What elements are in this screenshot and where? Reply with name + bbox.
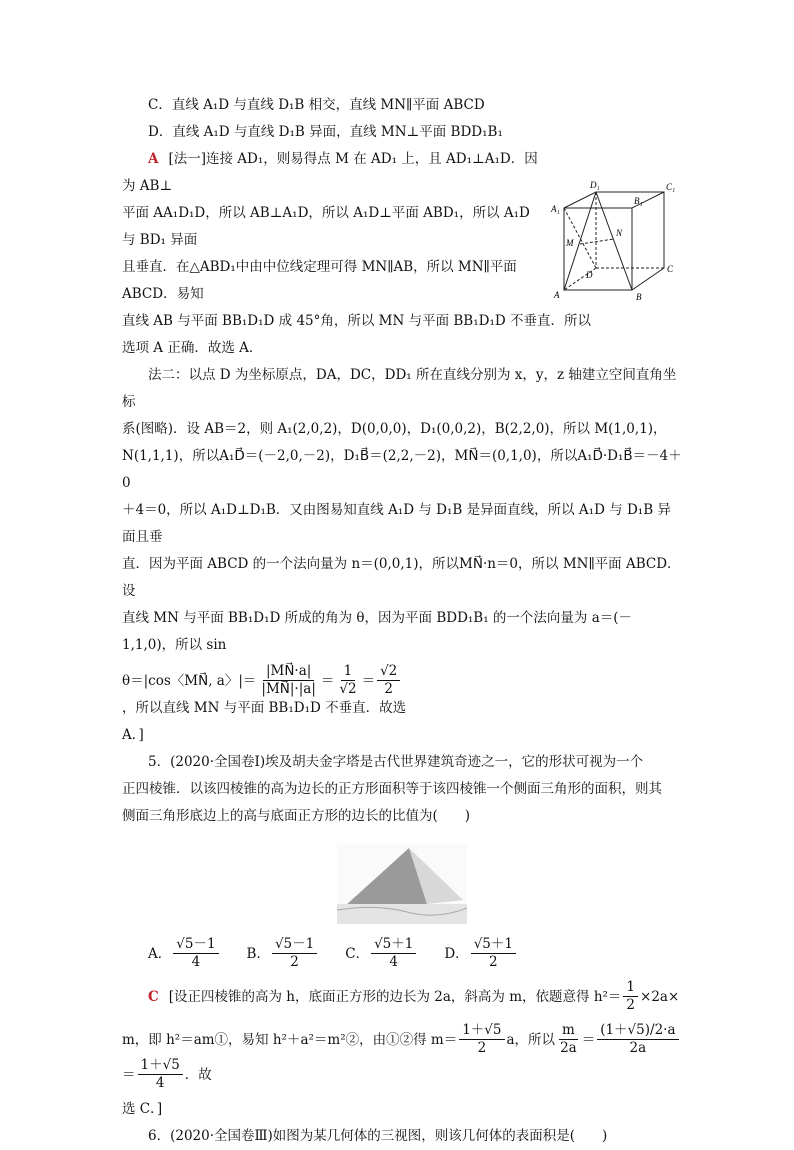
method1-line5: 选项 A 正确．故选 A． (122, 340, 263, 356)
method2-line2: 系(图略)．设 AB＝2，则 A₁(2,0,2)，D(0,0,0)，D₁(0,0,2)，B(2,2,0)，所以 M(1,0,1)， (122, 421, 667, 437)
label-d: D (586, 270, 593, 280)
pyramid-image (337, 844, 467, 924)
method2-line6: 直线 MN 与平面 BB₁D₁D 所成的角为 θ，因为平面 BDD₁B₁ 的一个法向量为 a＝(－1,1,0)，所以 sin (122, 610, 633, 653)
fraction (336, 663, 359, 698)
formula-suffix: ，所以直线 MN 与平面 BB₁D₁D 不垂直．故选 (122, 700, 407, 716)
text: m，即 h²＝am①，易知 h²＋a²＝m²②，由①②得 m＝ (122, 1031, 458, 1048)
denominator: 2 (384, 681, 393, 697)
option-c[interactable] (345, 936, 418, 971)
denominator: |MN⃗|·|a| (261, 681, 316, 697)
numerator: √5－1 (272, 936, 317, 954)
q5-solution-line1 (122, 975, 682, 1018)
formula-prefix: θ＝|cos〈MN⃗, a〉|＝ (122, 672, 257, 689)
q5-line1: 5．(2020·全国卷Ⅰ)埃及胡夫金字塔是古代世界建筑奇迹之一，它的形状可视为一个 (148, 754, 644, 770)
label-a1: A₁ (551, 204, 560, 214)
option-a[interactable] (148, 936, 221, 971)
option-d[interactable] (444, 936, 518, 971)
option-label: B． (246, 945, 270, 962)
q5-solution-line3: 选 C．] (122, 1101, 163, 1117)
equals: ＝ (581, 1031, 596, 1048)
label-d1: D₁ (590, 180, 600, 190)
equals: ＝ (122, 1066, 136, 1083)
method1-line2: 平面 AA₁D₁D，所以 AB⊥A₁D，所以 A₁D⊥平面 ABD₁，所以 A₁D 与 BD₁ 异面 (122, 205, 530, 248)
option-label: D． (444, 945, 469, 962)
method1-line1 (122, 146, 682, 200)
equals: ＝ (320, 672, 335, 689)
equals: ＝ (361, 672, 376, 689)
denominator: 2 (290, 954, 299, 970)
denominator: √2 (339, 681, 357, 697)
option-b[interactable] (247, 936, 320, 971)
numerator: 1 (341, 663, 356, 681)
method1-line4: 直线 AB 与平面 BB₁D₁D 成 45°角，所以 MN 与平面 BB₁D₁D 不垂直．所以 (122, 313, 591, 329)
fraction (459, 1022, 504, 1057)
numerator: √5＋1 (371, 936, 416, 954)
text: [设正四棱锥的高为 h，底面正方形的边长为 2a，斜高为 m，依题意得 h²＝ (168, 988, 622, 1005)
numerator: 1＋√5 (138, 1057, 183, 1075)
answer-letter: C (148, 988, 159, 1005)
numerator: m (559, 1022, 578, 1040)
option-d: D．直线 A₁D 与直线 D₁B 异面，直线 MN⊥平面 BDD₁B₁ (148, 124, 503, 140)
text: [法一]连接 AD₁，则易得点 M 在 AD₁ 上，且 AD₁⊥A₁D．因为 AB⊥ (122, 151, 538, 194)
denominator: 4 (155, 1075, 165, 1091)
fraction (377, 663, 400, 698)
numerator: 1 (623, 979, 638, 997)
text: ×2a× (640, 988, 680, 1005)
method1-line3: 且垂直．在△ABD₁中由中位线定理可得 MN∥AB，所以 MN∥平面 ABCD．易知 (122, 259, 517, 302)
answer-letter: A (148, 151, 159, 167)
numerator: (1＋√5)/2·a (597, 1022, 678, 1040)
denominator: 2 (477, 1040, 487, 1056)
document-content (122, 92, 682, 1150)
pyramid-image-wrap (122, 844, 682, 924)
label-m: M (566, 238, 574, 248)
numerator: √5－1 (173, 936, 218, 954)
denominator: 4 (191, 954, 201, 970)
end-bracket: A．] (122, 727, 144, 743)
method2-line5: 直．因为平面 ABCD 的一个法向量为 n＝(0,0,1)，所以MN⃗·n＝0，所以 MN∥平面 ABCD．设 (122, 556, 681, 599)
denominator: 2 (626, 997, 636, 1013)
denominator: 2a (560, 1040, 577, 1056)
fraction (623, 979, 638, 1014)
denominator: 2a (629, 1040, 647, 1056)
fraction (597, 1022, 678, 1057)
label-c: C (667, 264, 674, 274)
label-n: N (616, 228, 623, 238)
q6-line1: 6．(2020·全国卷Ⅲ)如图为某几何体的三视图，则该几何体的表面积是( ) (148, 1128, 608, 1144)
label-c1: C₁ (666, 182, 676, 192)
label-b: B (636, 292, 642, 302)
method2-line1: 法二：以点 D 为坐标原点，DA，DC，DD₁ 所在直线分别为 x，y，z 轴建立空间直角坐标 (122, 367, 677, 410)
formula-line (122, 659, 682, 722)
option-label: A． (148, 945, 172, 962)
q5-line3: 侧面三角形底边上的高与底面正方形的边长的比值为( ) (122, 808, 471, 824)
q5-solution-line2 (122, 1018, 682, 1096)
text: ．故 (184, 1066, 212, 1083)
numerator: |MN⃗·a| (263, 663, 314, 681)
text: a，所以 (506, 1031, 556, 1048)
numerator: √2 (377, 663, 400, 681)
label-b1: B₁ (634, 196, 643, 206)
fraction (138, 1057, 183, 1092)
denominator: 2 (489, 954, 498, 970)
method2-line3: N(1,1,1)，所以A₁D⃗＝(－2,0,－2)，D₁B⃗＝(2,2,－2)，MN⃗＝(0,1,0)，所以A₁D⃗·D₁B⃗＝－4＋0 (122, 448, 682, 491)
q5-options (122, 932, 682, 975)
option-c: C．直线 A₁D 与直线 D₁B 相交，直线 MN∥平面 ABCD (148, 97, 485, 113)
fraction (258, 663, 318, 698)
fraction (557, 1022, 580, 1057)
numerator: √5＋1 (471, 936, 516, 954)
denominator: 4 (389, 954, 399, 970)
label-a: A (554, 290, 560, 300)
numerator: 1＋√5 (459, 1022, 504, 1040)
option-label: C． (345, 945, 370, 962)
method2-line4: ＋4＝0，所以 A₁D⊥D₁B．又由图易知直线 A₁D 与 D₁B 是异面直线，所以 A₁D 与 D₁B 异面且垂 (122, 502, 671, 545)
q5-line2: 正四棱锥．以该四棱锥的高为边长的正方形面积等于该四棱锥一个侧面三角形的面积，则其 (122, 781, 662, 797)
